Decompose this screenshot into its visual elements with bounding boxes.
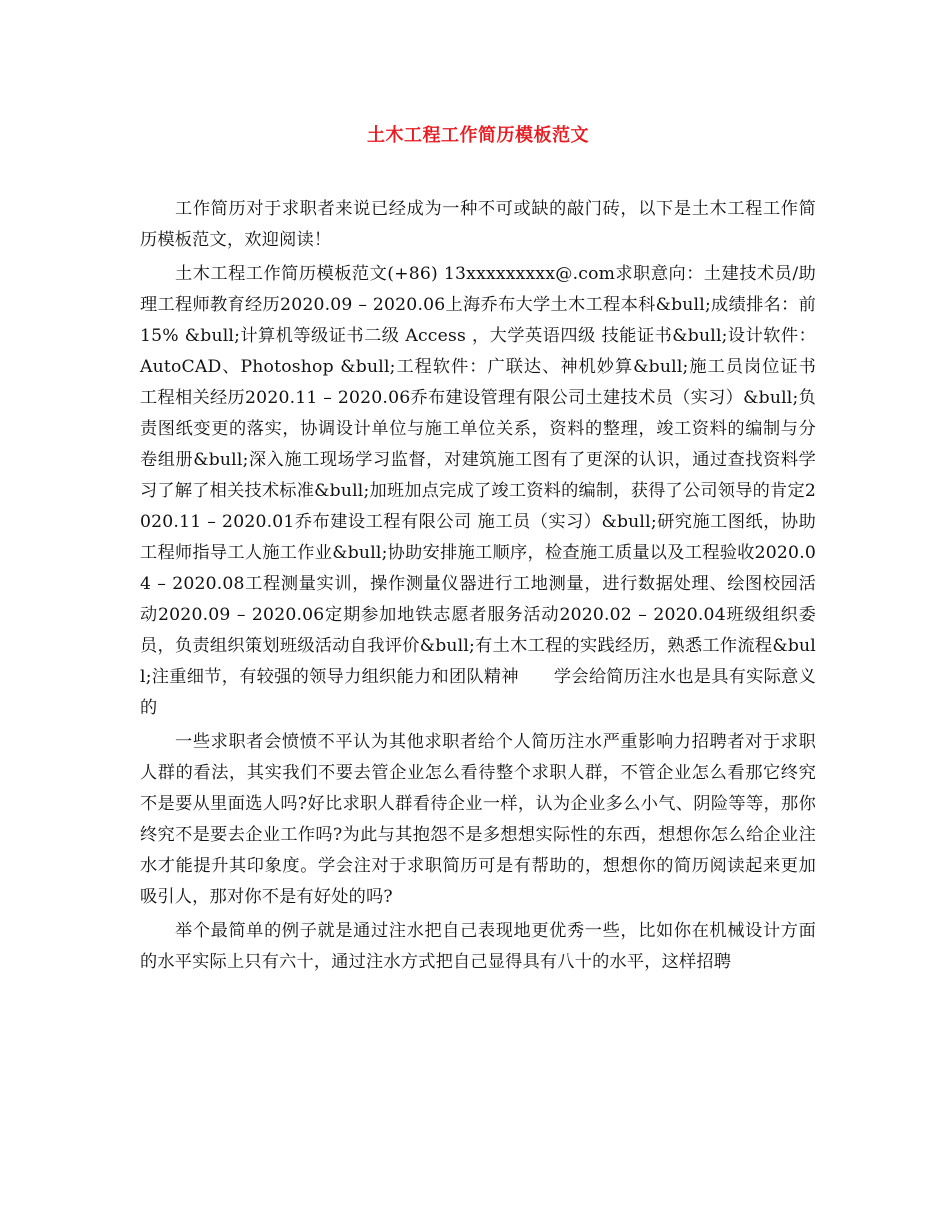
paragraph-resume-template: 土木工程工作简历模板范文(+86) 13xxxxxxxxx@.com求职意向：土建技术员/助理工程师教育经历2020.09 – 2020.06上海乔布大学土木工程本科&bull;成绩排名：前15% &bull;计算机等级证书二级 Access ，大学英语四级 技能证书&bull;设计软件：AutoCAD、Photoshop &bull;工程软件：广联达、神机妙算&bull;施工员岗位证书 工程相关经历2020.11 – 2020.06乔布建设管理有限公司土建技术员（实习）&bull;负责图纸变更的落实，协调设计单位与施工单位关系，资料的整理，竣工资料的编制与分卷组册&bull;深入施工现场学习监督，对建筑施工图有了更深的认识，通过查找资料学习了解了相关技术标准&bull;加班加点完成了竣工资料的编制，获得了公司领导的肯定2020.11 – 2020.01乔布建设工程有限公司 施工员（实习）&bull;研究施工图纸，协助工程师指导工人施工作业&bull;协助安排施工顺序，检查施工质量以及工程验收2020.04 – 2020.08工程测量实训，操作测量仪器进行工地测量，进行数据处理、绘图校园活动2020.09 – 2020.06定期参加地铁志愿者服务活动2020.02 – 2020.04班级组织委员，负责组织策划班级活动自我评价&bull;有土木工程的实践经历，熟悉工作流程&bull;注重细节，有较强的领导力组织能力和团队精神 学会给简历注水也是具有实际意义的 <box>140 264 816 718</box>
paragraph-intro: 工作简历对于求职者来说已经成为一种不可或缺的敲门砖，以下是土木工程工作简历模板范文，欢迎阅读！ <box>140 199 816 250</box>
paragraph-example: 举个最简单的例子就是通过注水把自己表现地更优秀一些，比如你在机械设计方面的水平实际上只有六十，通过注水方式把自己显得具有八十的水平，这样招聘 <box>140 921 816 972</box>
paragraph-padding-resume: 一些求职者会愤愤不平认为其他求职者给个人简历注水严重影响力招聘者对于求职人群的看法，其实我们不要去管企业怎么看待整个求职人群，不管企业怎么看那它终究不是要从里面选人吗?好比求职人群看待企业一样，认为企业多么小气、阴险等等，那你终究不是要去企业工作吗?为此与其抱怨不是多想想实际性的东西，想想你怎么给企业注水才能提升其印象度。学会注对于求职简历可是有帮助的，想想你的简历阅读起来更加吸引人，那对你不是有好处的吗? <box>140 732 816 907</box>
document-title: 土木工程工作简历模板范文 <box>367 125 589 146</box>
document-page <box>140 118 816 981</box>
